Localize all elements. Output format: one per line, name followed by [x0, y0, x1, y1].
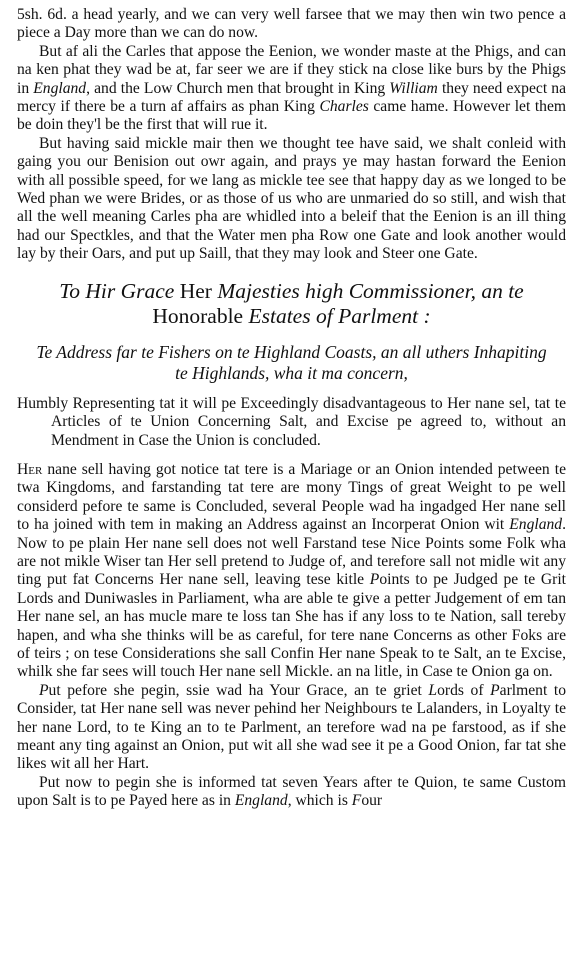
petition-summary: Humbly Representing tat it will pe Exceedingly disadvantageous to Her nane sel, tat te Articles of te Union Concerning Salt, and Excise pe agreed to, without an Mendment in Case the Union is concluded.	[17, 394, 566, 449]
paragraph-carles-phigs: But af ali the Carles that appose the Eenion, we wonder maste at the Phigs, and can na ken phat they wad be at, far seer we are if they stick na close like burs by the Phigs in England, and the Low Church men that brought in King William they need expect na mercy if there be a turn af affairs as phan King Charles came hame. However let them be doin they'l be the first that will rue it.	[17, 42, 566, 134]
paragraph-put-pefore: Put pefore she pegin, ssie wad ha Your Grace, an te griet Lords of Parlment to Consider, tat Her nane sell was never pehind her Neighbours te Lalanders, in Loyalty te her nane Lord, to te King an to te Parlment, an terefore wad na pe farstood, as if she meant any ting against an Onion, put wit all she wad see it pe a Good Onion, far tat she likes wit all her Hart.	[17, 681, 566, 773]
address-subheading: Te Address far te Fishers on te Highland Coasts, an all uthers Inhapiting te Highlands, wha it ma concern,	[36, 341, 547, 383]
paragraph-benision: But having said mickle mair then we thought tee have said, we shalt conleid with gaing you our Benision out owr again, and prays ye may hastan forward the Eenion with all possible speed, for we lang as mickle tee see that happy day as we longed to be Wed phan we were Brides, or as those of us who are unmaried do so still, and wish that all the well meaning Carles pha are whidled into a beleif that the Eenion is an ill thing had our Spectkles, and that the Water men pha Row one Gate and look another would lay by their Oars, and put up Saill, that they may look and Steer one Gate.	[17, 134, 566, 263]
paragraph-salt-custom: Put now to pegin she is informed tat seven Years after te Quion, te same Custom upon Salt is to pe Payed here as in England, which is Four	[17, 773, 566, 810]
paragraph-continued: 5sh. 6d. a head yearly, and we can very well farsee that we may then win two pence a piece a Day more than we can do now.	[17, 6, 566, 42]
paragraph-mariage-onion: Her nane sell having got notice tat tere is a Mariage or an Onion intended petween te twa Kingdoms, and farstanding tat tere are mony Tings of great Weight to pe well considerd pefore te same is Concluded, several People wad ha ingadged Her nane sell to ha joined with tem in making an Address against an Incorperat Onion wit England. Now to pe plain Her nane sell does not well Farstand tese Nice Points some Folk wha are not mikle Wiser tan Her sell pretend to Judge of, and terefore sall not midle wit any ting put fat Concerns Her nane sell, leaving tese kitle Points to pe Judged pe te Grit Lords and Duniwasles in Parliament, wha are able te give a petter Judgement of em tan Her nane sel, an has mucle mare te loss tan She has if any loss to te Nation, sall tereby hapen, and wha she thinks will be as careful, for tere nane Concerns as other Foks are of teirs ; on tese Considerations she sall Confin Her nane Speak to te Salt, an te Excise, whilk she far sees will touch Her nane sell Mickle. an na litle, in Case te Onion ga on.	[17, 460, 566, 681]
address-heading: To Hir Grace Her Majesties high Commissioner, an te Honorable Estates of Parlment :	[59, 278, 524, 328]
